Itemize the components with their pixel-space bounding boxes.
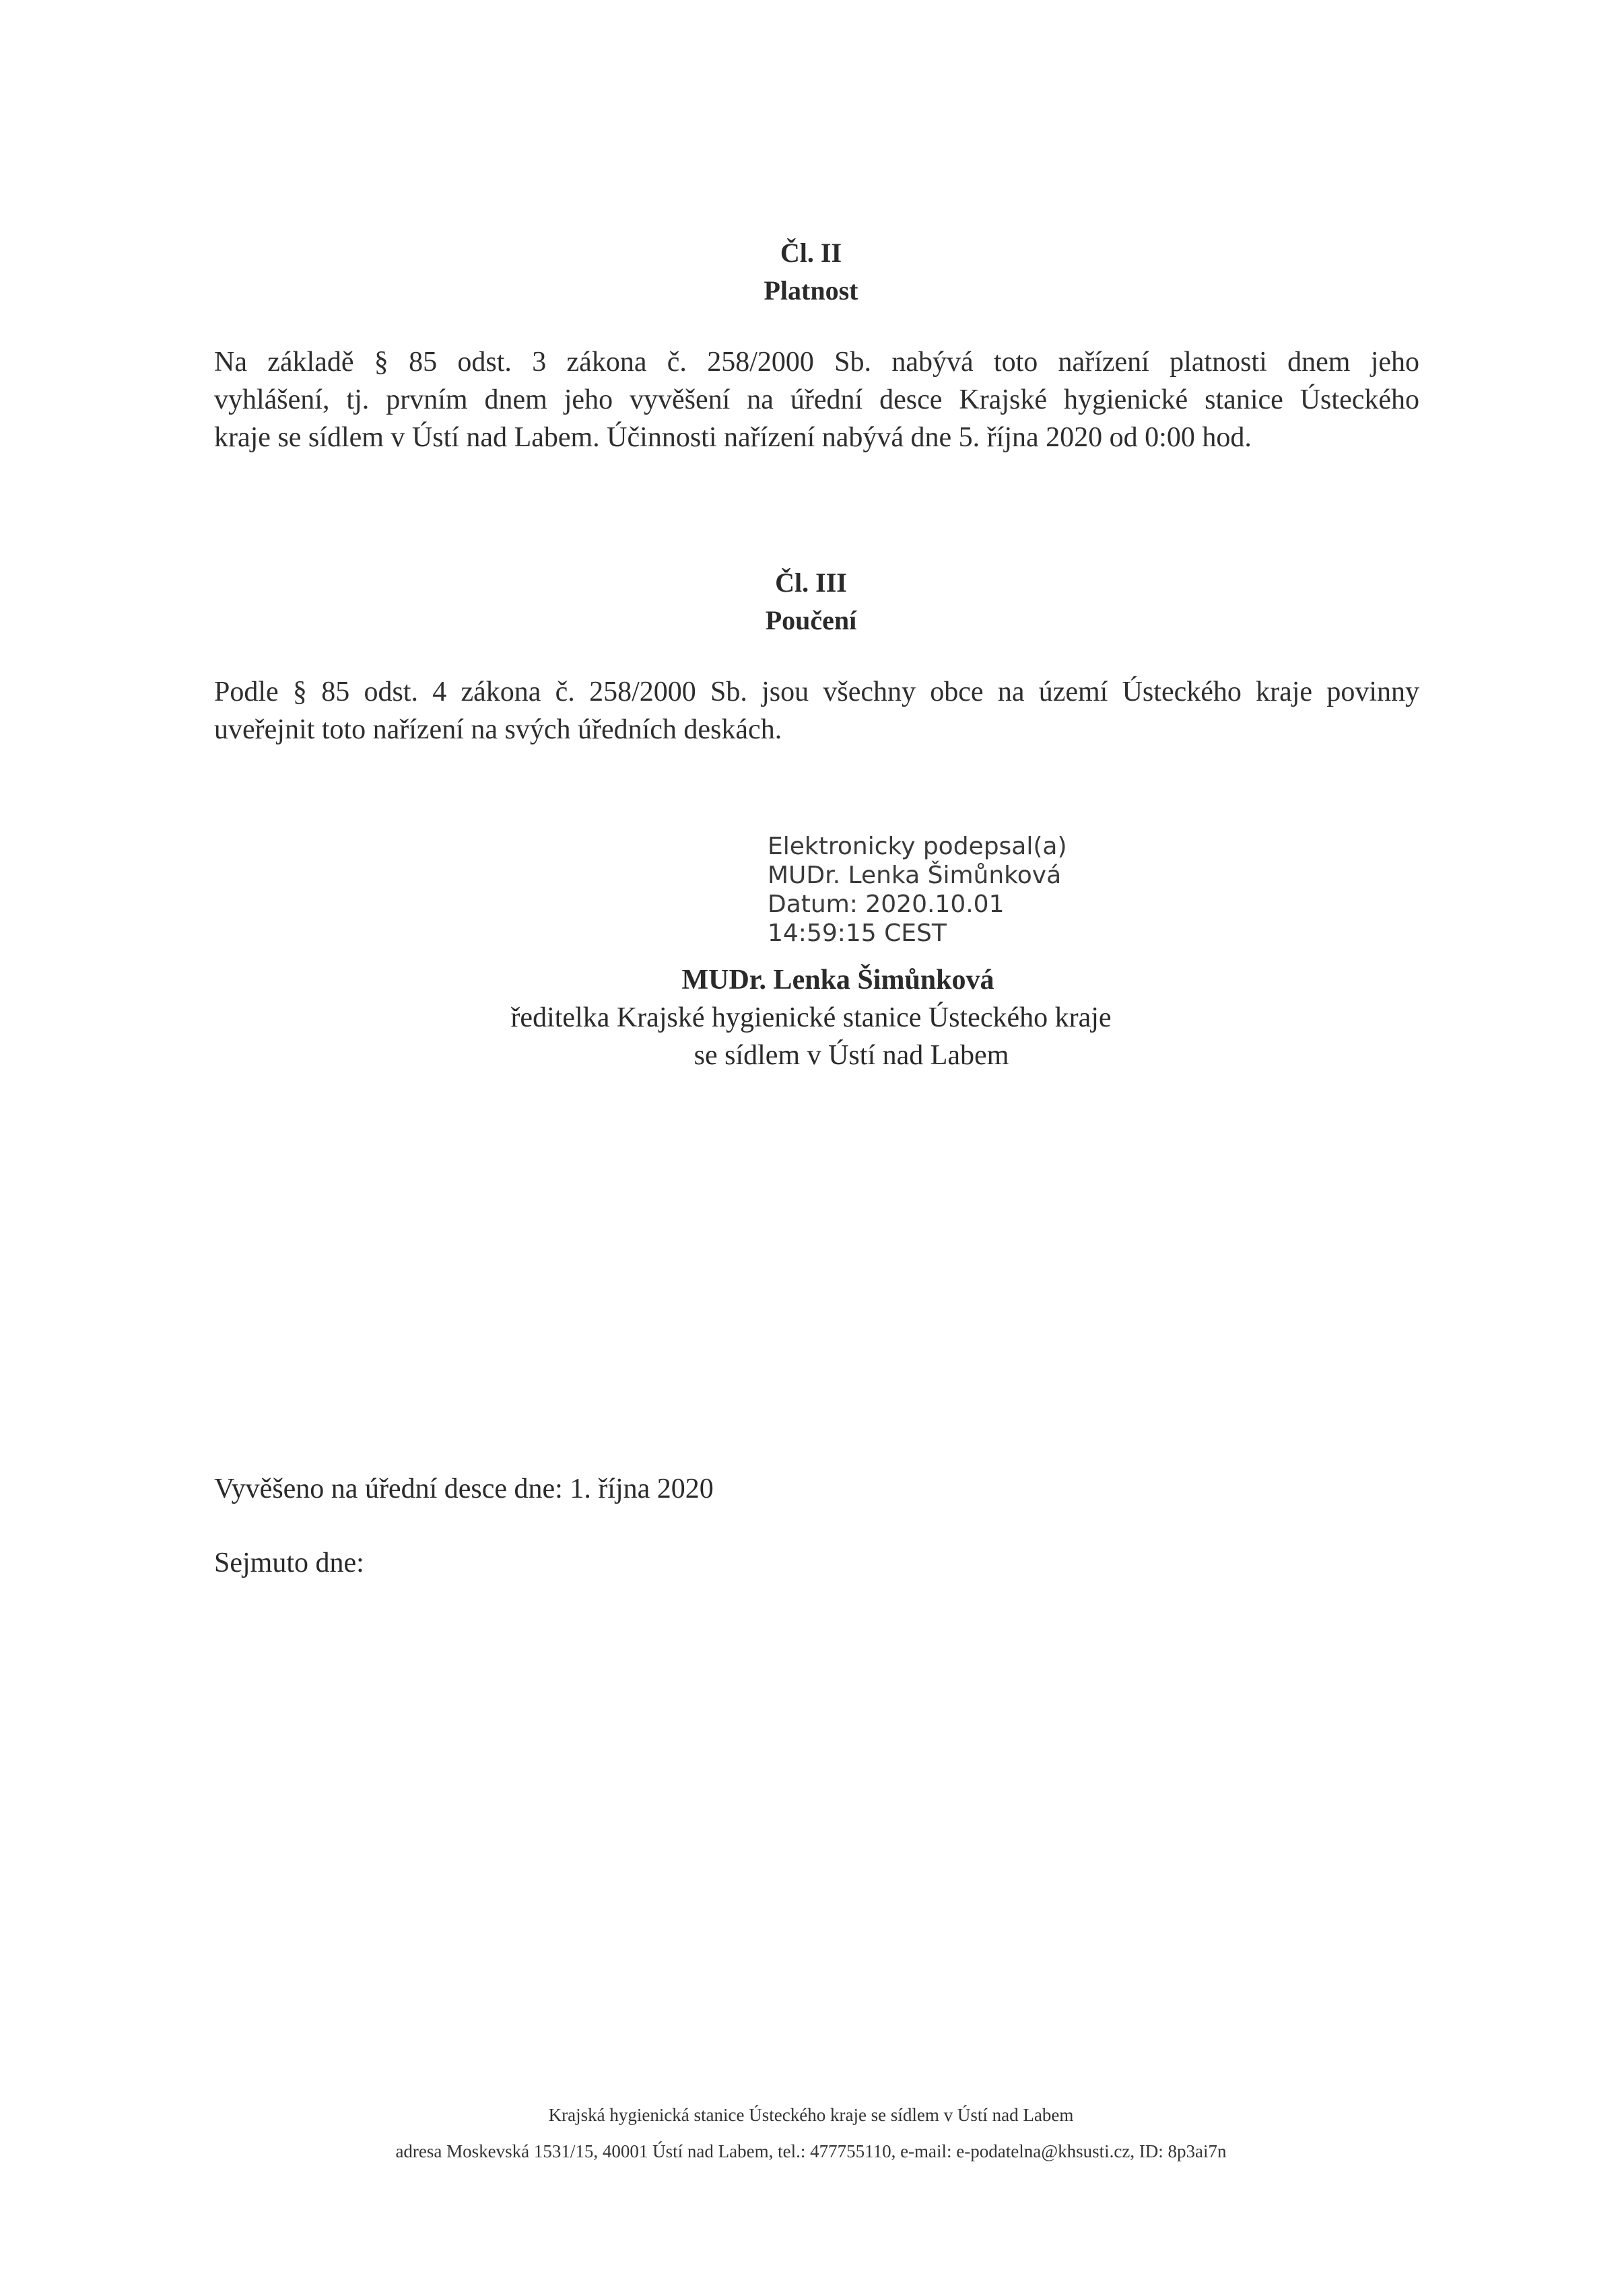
footer-line-2: adresa Moskevská 1531/15, 40001 Ústí nad Labem, tel.: 477755110, e-mail: e-podatelna@khsusti.cz, ID: 8p3ai7n bbox=[395, 2141, 1227, 2161]
removed-date: Sejmuto dne: bbox=[214, 1547, 364, 1578]
electronic-signature-stamp bbox=[768, 832, 1067, 948]
section-2-title: Platnost bbox=[764, 275, 858, 306]
paragraph-line: vyhlášení, tj. prvním dnem jeho vyvěšení na úřední desce Krajské hygienické stanice Ústeckého bbox=[214, 384, 1419, 415]
signatory-name: MUDr. Lenka Šimůnková bbox=[681, 965, 994, 996]
signatory-block bbox=[0, 961, 1622, 1074]
paragraph-line: Podle § 85 odst. 4 zákona č. 258/2000 Sb. jsou všechny obce na území Ústeckého kraje povinny bbox=[214, 676, 1419, 707]
section-3-paragraph bbox=[214, 673, 1419, 749]
signatory-role: ředitelka Krajské hygienické stanice Ústeckého kraje bbox=[510, 1002, 1112, 1033]
signatory-seat: se sídlem v Ústí nad Labem bbox=[694, 1040, 1009, 1071]
esign-line: MUDr. Lenka Šimůnková bbox=[768, 862, 1062, 889]
paragraph-line: uveřejnit toto nařízení na svých úředních deskách. bbox=[214, 714, 782, 745]
paragraph-line: kraje se sídlem v Ústí nad Labem. Účinnosti nařízení nabývá dne 5. října 2020 od 0:00 hod. bbox=[214, 422, 1252, 453]
esign-line: Datum: 2020.10.01 bbox=[768, 891, 1005, 918]
section-3-title: Poučení bbox=[765, 605, 857, 635]
esign-line: 14:59:15 CEST bbox=[768, 919, 947, 947]
paragraph-line: Na základě § 85 odst. 3 zákona č. 258/2000 Sb. nabývá toto nařízení platnosti dnem jeho bbox=[214, 347, 1419, 378]
esign-line: Elektronicky podepsal(a) bbox=[768, 833, 1067, 860]
section-3-number: Čl. III bbox=[775, 567, 847, 598]
section-2-number: Čl. II bbox=[780, 238, 842, 268]
footer-line-1: Krajská hygienická stanice Ústeckého kraje se sídlem v Ústí nad Labem bbox=[548, 2105, 1074, 2125]
posted-date: Vyvěšeno na úřední desce dne: 1. října 2020 bbox=[214, 1473, 714, 1504]
section-2-paragraph bbox=[214, 343, 1419, 456]
